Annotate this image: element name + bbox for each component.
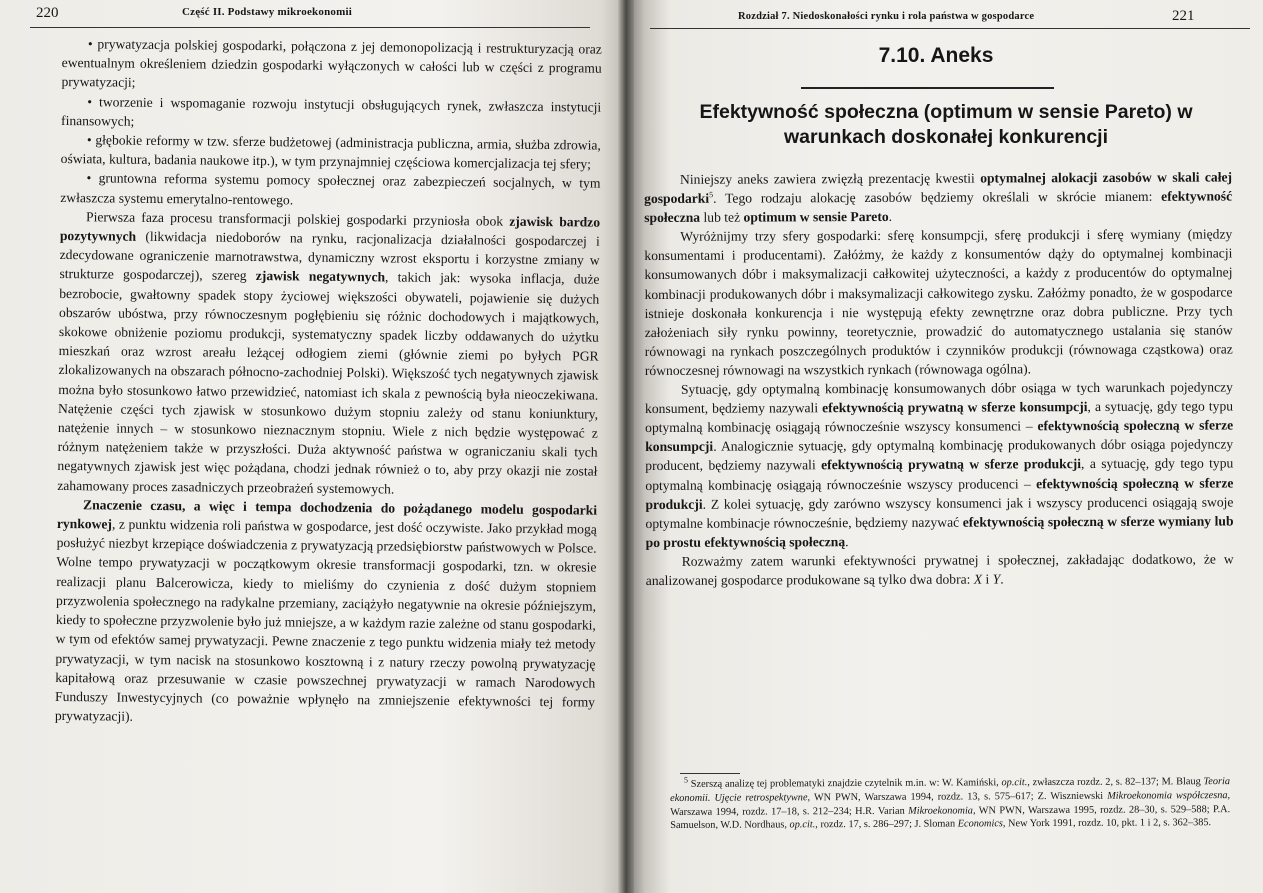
bullet-item: • gruntowna reforma systemu pomocy społecznej oraz zabezpieczeń socjalnych, w tym zwłaszcza systemu emerytalno-rentowego.: [60, 170, 601, 208]
paragraph-two-goods: [646, 549, 1234, 590]
text-run: , takich jak: wysoka inflacja, duże bezrobocie, gwałtowny spadek stopy życiowej większości obywateli, pojawienie się dużych obszarów ubóstwa, przy równoczesnym pogłębieniu się różnic dochodowych i majątkowych, skokowe obniżenie poziomu produkcji, systematyczny spadek liczby oddawanych do użytku mieszkań oraz wzrost areału leżącej odłogiem ziemi (głównie ziemi po byłych PGR zlokalizowanych na obszarach północno-zachodniej Polski). Większość tych negatywnych zjawisk można było stosunkowo łatwo przewidzieć, natomiast ich skala z pewnością była nieoczekiwana. Natężenie części tych zjawisk w stosunkowo dużym stopniu zależy od stanu koniunktury, natężenie innych – w stosunkowo nieznacznym stopniu. Wiele z nich będzie występować z różnym natężeniem także w przyszłości. Duża aktywność państwa w ograniczaniu skali tych negatywnych zjawisk jest więc pożądana, chodzi jednak również o to, aby przy okazji nie został zahamowany proces zasadniczych przeobrażeń systemowych.: [57, 269, 600, 497]
italic-symbol: Y: [992, 571, 1001, 587]
text-run: .: [888, 209, 893, 225]
text-run: lub też: [700, 209, 744, 225]
text-run: . Analogicznie sytuację, gdy optymalną kombinację produkowanych dóbr osiąga pojedynczy producent, będziemy nazywali: [645, 436, 1234, 474]
text-run: .: [1000, 571, 1004, 587]
left-header-rule: [30, 27, 590, 28]
footnote: [670, 775, 1230, 833]
book-gutter: [618, 0, 634, 893]
text-run: , zwłaszcza rozdz. 2, s. 82–137; M. Blaug: [1027, 776, 1204, 789]
section-subtitle: Efektywność społeczna (optimum w sensie Pareto) w warunkach doskonałej konkurencji: [699, 101, 1193, 148]
text-run: .: [845, 533, 849, 549]
text-run: Szerszą analizę tej problematyki znajdzie czytelnik m.in. w: W. Kamiński,: [688, 777, 1002, 790]
text-run: , rozdz. 17, s. 286–297; J. Sloman: [815, 818, 958, 831]
bold-term: zjawisk bardzo pozytywnych: [59, 213, 601, 244]
bold-term: efektywnością społeczną w sferze wymiany lub po prostu efektywnością społeczną: [645, 513, 1234, 550]
right-page: [626, 0, 1263, 893]
left-page-number: 220: [36, 5, 59, 21]
right-page-body: [644, 167, 1234, 590]
italic-title: Economics: [957, 818, 1003, 830]
italic-symbol: X: [973, 571, 983, 587]
section-title: 7.10. Aneks: [878, 44, 994, 67]
italic-title: Teoria ekonomii. Ujęcie retrospektywne: [670, 776, 1231, 804]
paragraph-efficiency-definitions: [645, 377, 1234, 551]
text-run: Sytuację, gdy optymalną kombinację konsumowanych dóbr osiąga w tych warunkach pojedynczy konsument, będziemy nazywali: [645, 379, 1233, 417]
paragraph-intro: [644, 167, 1232, 227]
bold-term: Znaczenie czasu, a więc i tempa dochodzenia do pożądanego modelu gospodarki rynkowej: [56, 497, 598, 532]
text-run: , a sytuację, gdy tego typu optymalną kombinację osiągają równocześnie wszyscy producenci –: [645, 455, 1234, 493]
text-run: , a sytuację, gdy tego typu optymalną kombinację osiągają równocześnie wszyscy konsumenci –: [645, 398, 1234, 436]
right-page-number: 221: [1172, 8, 1195, 24]
bold-term: zjawisk negatywnych: [255, 268, 386, 285]
right-running-head: Rozdział 7. Niedoskonałości rynku i rola państwa w gospodarce: [738, 11, 1035, 22]
footnote-mark: 5: [683, 775, 689, 785]
bold-term: efektywnością prywatną w sferze konsumpcji: [822, 399, 1088, 416]
text-run: , z punktu widzenia roli państwa w gospodarce, jest dość oczywiste. Jako przykład mogą posłużyć niezbyt krzepiące doświadczenia z prywatyzacją przedsiębiorstw państwowych w Polsce. Wolne tempo prywatyzacji w początkowym okresie transformacji gospodarki, tzn. w okresie realizacji planu Balcerowicza, kiedy to mieliśmy do czynienia z dość dużym stopniem przyzwolenia społecznego na radykalne przemiany, zaciążyło negatywnie na okresie późniejszym, kiedy to społeczne przyzwolenie było już mniejsze, a w każdym razie zależne od stanu gospodarki, w tym od efektów samej prywatyzacji. Pewne znaczenie z tego punktu widzenia miały też metody prywatyzacji, w tym nacisk na stosunkowo kosztowną i z natury rzeczy powolną prywatyzację kapitałową oraz przesuwanie w czasie powszechnej prywatyzacji w ramach Narodowych Funduszy Inwestycyjnych (co poważnie wpłynęło na zmniejszenie efektywności tej formy prywatyzacji).: [54, 516, 597, 724]
text-run: Pierwsza faza procesu transformacji polskiej gospodarki przyniosła obok: [86, 209, 510, 229]
italic-title: op.cit.: [1001, 777, 1028, 789]
footnote-text: [670, 775, 1230, 833]
text-run: Rozważmy zatem warunki efektywności prywatnej i społecznej, zakładając dodatkowo, że w analizowanej gospodarce produkowane są tylko dwa dobra:: [645, 551, 1234, 588]
paragraph-time-importance: [55, 495, 597, 731]
text-run: . Z kolei sytuację, gdy zarówno wszyscy konsumenci jak i wszyscy producenci osiągają swoje optymalne kombinacje równocześnie, będziemy nazywać: [645, 494, 1234, 531]
paragraph-transformation: [57, 207, 600, 501]
bullet-item: • tworzenie i wspomaganie rozwoju instytucji obsługujących rynek, zwłaszcza instytucji finansowych;: [61, 93, 602, 129]
bullet-item: • prywatyzacja polskiej gospodarki, połączona z jej demonopolizacją i restrukturyzacją oraz ewentualnym określeniem dziedzin gospodarki wyłączonych w całości lub w części z programu prywatyzacji;: [61, 36, 602, 91]
bold-term: efektywność społeczna: [644, 188, 1233, 226]
text-run: i: [982, 571, 993, 587]
bold-term: efektywnością społeczną w sferze konsumpcji: [645, 417, 1234, 455]
left-running-head: Część II. Podstawy mikroekonomii: [182, 6, 352, 18]
italic-title: op.cit.: [789, 819, 816, 831]
bold-term: efektywnością prywatną w sferze produkcji: [821, 456, 1082, 473]
paragraph-spheres: Wyróżnijmy trzy sfery gospodarki: sferę konsumpcji, sferę produkcji i sferę wymiany (między konsumentami i producentami). Załóżmy, że każdy z konsumentów dąży do optymalnej kombinacji konsumowanych dóbr i maksymalizacji całkowitej użyteczności, a każdy z producentów do optymalnej kombinacji produkowanych dóbr i maksymalizacji całkowitego zysku. Załóżmy ponadto, że w gospodarce istnieje doskonała konkurencja i nie występują efekty zewnętrzne oraz dobra publiczne. Przy tych założeniach siły rynku powinny, teoretycznie, prowadzić do automatycznego ustalania się stanów równowagi na rynkach poszczególnych produktów i czynników produkcji (równowaga cząstkowa) oraz równoczesnej równowagi na wszystkich rynkach (równowaga ogólna).: [644, 226, 1233, 378]
text-run: (likwidacja niedoborów na rynku, racjonalizacja działalności gospodarczej i zdecydowane ograniczenie marnotrawstwa, dynamiczny wzrost eksportu i korzystne zmiany w strukturze gospodarczej), szereg: [59, 228, 600, 284]
text-run: , Warszawa 1994, rozdz. 17–18, s. 212–234; H.R. Varian: [670, 789, 1231, 818]
bold-term: optimum w sensie Pareto: [743, 209, 889, 225]
right-header-rule: [650, 28, 1250, 29]
text-run: . Tego rodzaju alokację zasobów będziemy określali w skrócie mianem:: [713, 188, 1162, 206]
footnote-rule: [680, 773, 740, 774]
left-page-body: [55, 34, 602, 731]
text-run: , WN PWN, Warszawa 1995, rozdz. 28–30, s. 529–588; P.A. Samuelson, W.D. Nordhaus,: [670, 803, 1231, 832]
text-run: , WN PWN, Warszawa 1994, rozdz. 13, s. 575–617; Z. Wiszniewski: [807, 790, 1108, 804]
text-run: , New York 1991, rozdz. 10, pkt. 1 i 2, s. 362–385.: [1002, 817, 1212, 830]
footnote-ref: 5: [709, 190, 714, 200]
bold-term: optymalnej alokacji zasobów w skali całej gospodarki: [644, 169, 1233, 207]
italic-title: Mikroekonomia współczesna: [1107, 789, 1228, 802]
italic-title: Mikroekonomia: [908, 805, 973, 817]
text-run: Niniejszy aneks zawiera zwięzłą prezentację kwestii: [680, 170, 981, 187]
bullet-item: • głębokie reformy w tzw. sferze budżetowej (administracja publiczna, armia, służba zdrowia, oświata, kultura, badania naukowe itp.), w tym przynajmniej częściowa komercjalizacja tej sfery;: [60, 132, 601, 172]
right-page-header: [626, 2, 1263, 26]
left-page-header: [22, 2, 604, 24]
left-page: [0, 0, 626, 893]
bold-term: efektywnością społeczną w sferze produkcji: [645, 474, 1234, 512]
section-title-rule: [801, 87, 1054, 89]
